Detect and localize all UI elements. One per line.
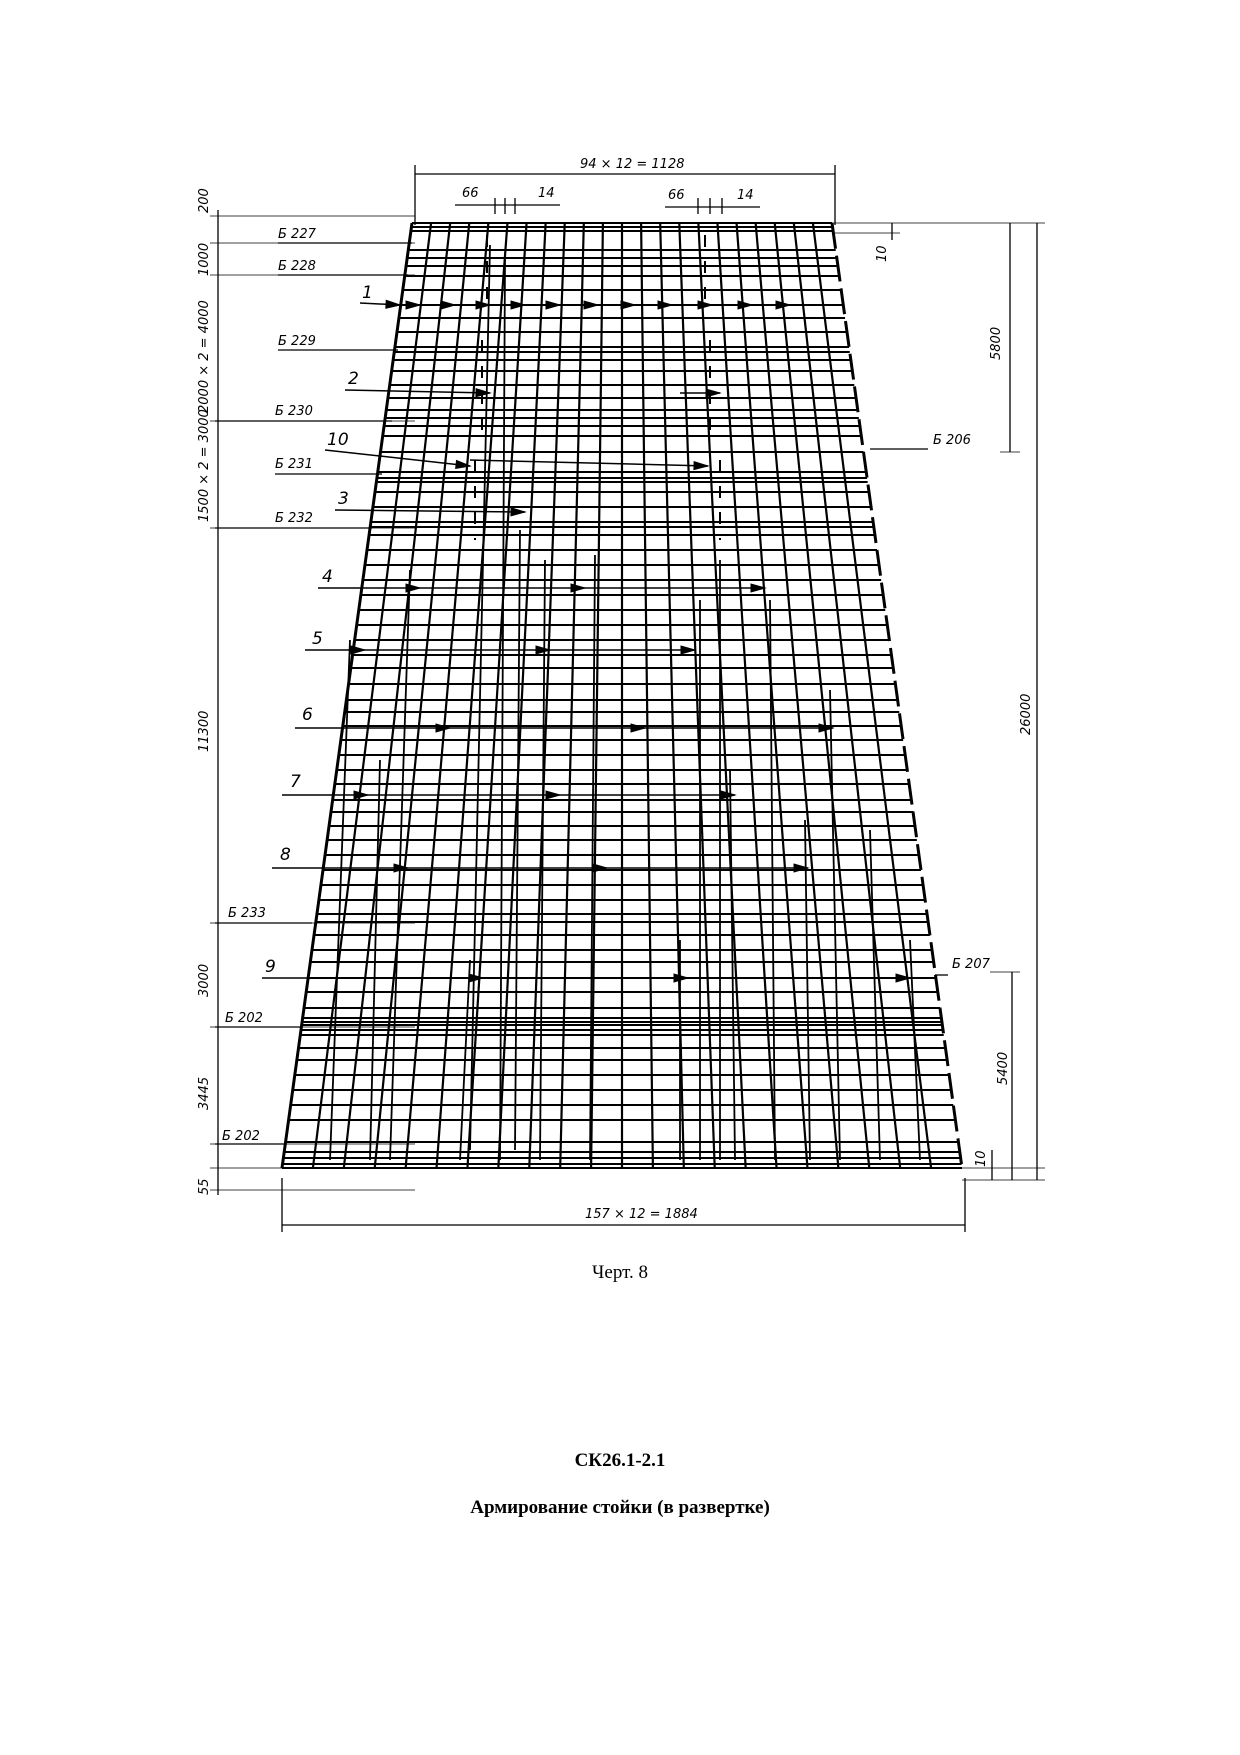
longitudinal-bar xyxy=(698,223,745,1168)
mesh-label-b231: Б 231 xyxy=(275,457,313,472)
mesh-label-b202-upper: Б 202 xyxy=(225,1011,263,1026)
arrowhead xyxy=(621,301,635,309)
bar-number-8: 8 xyxy=(280,845,291,865)
dim-top-66-left: 66 xyxy=(462,186,479,201)
additional-bar xyxy=(910,940,920,1160)
dim-top-label: 94 × 12 = 1128 xyxy=(580,157,685,172)
longitudinal-bar xyxy=(794,223,900,1168)
additional-bar xyxy=(870,830,880,1160)
longitudinal-bar xyxy=(679,223,714,1168)
right-dim-5800: 5800 xyxy=(989,326,1004,360)
mesh-label-b232: Б 232 xyxy=(275,511,313,526)
left-dim-1000: 1000 xyxy=(197,242,212,276)
additional-bar xyxy=(370,760,380,1160)
bar-number-5: 5 xyxy=(312,629,323,649)
arrowhead xyxy=(674,974,688,982)
longitudinal-bar xyxy=(344,223,450,1168)
arrowhead xyxy=(406,584,420,592)
longitudinal-bar xyxy=(529,223,564,1168)
arrowhead xyxy=(706,389,720,397)
mesh-right-edge xyxy=(832,223,962,1168)
arrowhead xyxy=(406,301,420,309)
dim-bottom-label: 157 × 12 = 1884 xyxy=(585,1207,698,1222)
longitudinal-bar xyxy=(313,223,431,1168)
dim-top-66-right: 66 xyxy=(668,188,685,203)
longitudinal-bar xyxy=(375,223,470,1168)
bar-number-10: 10 xyxy=(327,430,349,450)
mesh-label-b202-lower: Б 202 xyxy=(222,1129,260,1144)
mesh-label-b227: Б 227 xyxy=(278,227,316,242)
left-dim-4000: 2000 × 2 = 4000 xyxy=(197,300,212,413)
longitudinal-bar xyxy=(591,223,603,1168)
arrowhead xyxy=(441,301,455,309)
arrowhead xyxy=(511,301,525,309)
reinforcement-grid xyxy=(282,223,962,1168)
arrowhead xyxy=(698,301,712,309)
additional-bar xyxy=(390,570,410,1160)
mesh-label-b230: Б 230 xyxy=(275,404,313,419)
pointer-line xyxy=(335,510,525,512)
longitudinal-bar xyxy=(560,223,584,1168)
right-dim-26000: 26000 xyxy=(1019,693,1034,735)
mesh-label-b228: Б 228 xyxy=(278,259,316,274)
pointer-line xyxy=(470,460,708,466)
bar-number-6: 6 xyxy=(302,705,313,725)
document-subtitle: Армирование стойки (в развертке) xyxy=(470,1497,770,1518)
arrowhead xyxy=(546,301,560,309)
dim-top-14-left: 14 xyxy=(538,186,555,201)
figure-caption: Черт. 8 xyxy=(592,1262,648,1283)
left-dim-3000b: 3000 xyxy=(197,963,212,997)
additional-bar xyxy=(730,770,735,1160)
right-dim-10-top: 10 xyxy=(875,245,890,262)
bar-number-9: 9 xyxy=(265,957,276,977)
dim-top-14-right: 14 xyxy=(737,188,754,203)
pointer-line xyxy=(345,390,490,393)
arrowhead xyxy=(571,584,585,592)
arrowhead xyxy=(469,974,483,982)
arrowhead xyxy=(511,508,525,516)
arrowhead xyxy=(584,301,598,309)
bar-number-3: 3 xyxy=(338,489,349,509)
longitudinal-bar xyxy=(775,223,870,1168)
right-dim-5400: 5400 xyxy=(996,1051,1011,1085)
arrowhead xyxy=(738,301,752,309)
longitudinal-bar xyxy=(498,223,545,1168)
left-dim-11300: 11300 xyxy=(197,710,212,752)
bar-number-2: 2 xyxy=(348,369,359,389)
left-dim-3445: 3445 xyxy=(197,1076,212,1110)
left-dim-55: 55 xyxy=(197,1178,212,1195)
mesh-label-b229: Б 229 xyxy=(278,334,316,349)
arrowhead xyxy=(546,791,560,799)
bar-number-1: 1 xyxy=(362,283,373,303)
left-dim-3000a: 1500 × 2 = 3000 xyxy=(197,409,212,522)
right-dim-10-bottom: 10 xyxy=(974,1150,989,1167)
mesh-label-b207: Б 207 xyxy=(952,957,990,972)
mesh-label-b206: Б 206 xyxy=(933,433,971,448)
arrowhead xyxy=(694,462,708,470)
arrowhead xyxy=(658,301,672,309)
additional-bar xyxy=(470,245,490,1150)
arrowhead xyxy=(351,646,365,654)
mesh-label-b233: Б 233 xyxy=(228,906,266,921)
left-dim-200: 200 xyxy=(197,188,212,213)
bar-number-4: 4 xyxy=(322,567,333,587)
document-code: СК26.1-2.1 xyxy=(574,1450,666,1471)
drawing-labels xyxy=(197,157,1034,1222)
bar-number-7: 7 xyxy=(290,772,301,792)
longitudinal-bar xyxy=(641,223,653,1168)
arrowhead xyxy=(681,646,695,654)
arrowhead xyxy=(386,300,400,308)
